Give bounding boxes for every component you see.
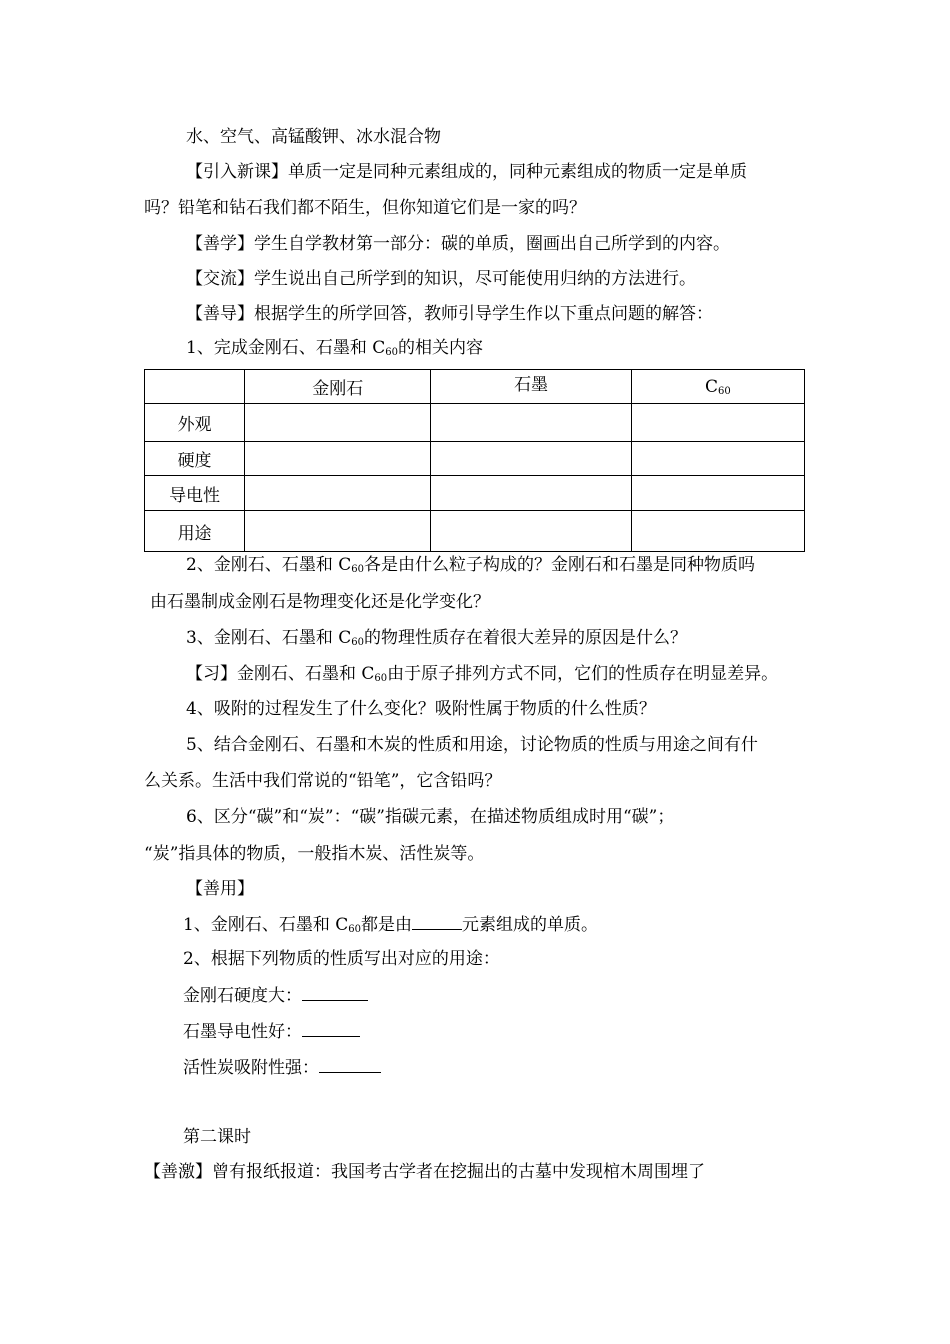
- text-line: 【善导】根据学生的所学回答，教师引导学生作以下重点问题的解答：: [186, 304, 713, 324]
- text-span: 1、完成金刚石、石墨和 C: [186, 338, 386, 358]
- table-header-cell: [145, 370, 245, 404]
- header-text: 石墨: [514, 375, 549, 395]
- table-header-cell: [431, 370, 631, 404]
- table-cell: [245, 476, 431, 511]
- text-line: 【善激】曾有报纸报道：我国考古学者在挖掘出的古墓中发现棺木周围埋了: [144, 1162, 705, 1182]
- text-line: 吗？铅笔和钻石我们都不陌生，但你知道它们是一家的吗？: [144, 198, 586, 218]
- text-line: [186, 663, 778, 688]
- subscript: 60: [385, 347, 398, 358]
- text-span: 各是由什么粒子构成的？金刚石和石墨是同种物质吗: [363, 555, 755, 575]
- table-row: [145, 442, 805, 476]
- text-line: [183, 1020, 360, 1043]
- table-row: [145, 404, 805, 442]
- text-span: 元素组成的单质。: [461, 915, 598, 935]
- subscript: 60: [351, 637, 364, 648]
- table-cell: [431, 511, 631, 552]
- text-line: [183, 1056, 381, 1079]
- section-heading: 【善用】: [186, 879, 254, 899]
- table-row-header: 外观: [145, 404, 245, 442]
- fill-in-blank: [302, 1020, 360, 1037]
- table-row: [145, 370, 805, 404]
- header-text: C: [704, 376, 718, 397]
- table-header-cell: [631, 370, 804, 404]
- text-span: 1、金刚石、石墨和 C: [183, 915, 349, 935]
- subscript: 60: [718, 385, 731, 397]
- text-line: 6、区分“碳”和“炭”：“碳”指碳元素，在描述物质组成时用“碳”；: [186, 807, 675, 827]
- properties-table: [144, 369, 805, 552]
- table-cell: [431, 404, 631, 442]
- table-row-header: 用途: [145, 511, 245, 552]
- text-line: 2、根据下列物质的性质写出对应的用途：: [183, 949, 500, 969]
- text-span: 都是由: [360, 915, 412, 935]
- text-line: 么关系。生活中我们常说的“铅笔”，它含铅吗？: [144, 771, 502, 791]
- text-line: 4、吸附的过程发生了什么变化？吸附性属于物质的什么性质？: [186, 699, 656, 719]
- subscript: 60: [348, 924, 361, 935]
- table-header-cell: 金刚石: [245, 370, 431, 404]
- text-span: 石墨导电性好：: [183, 1022, 302, 1042]
- text-line: 5、结合金刚石、石墨和木炭的性质和用途，讨论物质的性质与用途之间有什: [186, 735, 758, 755]
- table-cell: [431, 442, 631, 476]
- table-cell: [631, 511, 804, 552]
- text-line: 水、空气、高锰酸钾、冰水混合物: [186, 127, 441, 147]
- text-span: 由于原子排列方式不同，它们的性质存在明显差异。: [387, 664, 779, 684]
- fill-in-blank: [302, 984, 368, 1001]
- section-heading: 第二课时: [183, 1127, 251, 1147]
- text-line: [186, 554, 755, 579]
- subscript: 60: [374, 673, 388, 684]
- text-line: 【善学】学生自学教材第一部分：碳的单质，圈画出自己所学到的内容。: [186, 234, 730, 254]
- table-row-header: 硬度: [145, 442, 245, 476]
- table-cell: [431, 476, 631, 511]
- text-line: [183, 984, 368, 1007]
- table-cell: [245, 404, 431, 442]
- table-cell: [631, 476, 804, 511]
- text-span: 2、金刚石、石墨和 C: [186, 555, 352, 575]
- text-line: [186, 627, 687, 652]
- table-cell: [631, 442, 804, 476]
- subscript: 60: [351, 564, 364, 575]
- text-line: 【引入新课】单质一定是同种元素组成的，同种元素组成的物质一定是单质: [186, 162, 747, 182]
- table-row-header: 导电性: [145, 476, 245, 511]
- text-line: [186, 337, 483, 362]
- fill-in-blank: [412, 913, 462, 930]
- text-span: 3、金刚石、石墨和 C: [186, 628, 352, 648]
- table-row: [145, 476, 805, 511]
- text-line: “炭”指具体的物质，一般指木炭、活性炭等。: [144, 844, 485, 864]
- text-span: 【习】金刚石、石墨和 C: [186, 664, 375, 684]
- text-span: 活性炭吸附性强：: [183, 1058, 319, 1078]
- text-span: 的相关内容: [397, 338, 483, 358]
- table-cell: [245, 511, 431, 552]
- table-cell: [245, 442, 431, 476]
- text-span: 金刚石硬度大：: [183, 986, 302, 1006]
- text-line: [183, 913, 598, 939]
- text-span: 的物理性质存在着很大差异的原因是什么？: [363, 628, 687, 648]
- table-cell: [631, 404, 804, 442]
- fill-in-blank: [319, 1056, 381, 1073]
- text-line: 【交流】学生说出自己所学到的知识，尽可能使用归纳的方法进行。: [186, 269, 696, 289]
- text-line: 由石墨制成金刚石是物理变化还是化学变化？: [150, 592, 490, 612]
- table-row: [145, 511, 805, 552]
